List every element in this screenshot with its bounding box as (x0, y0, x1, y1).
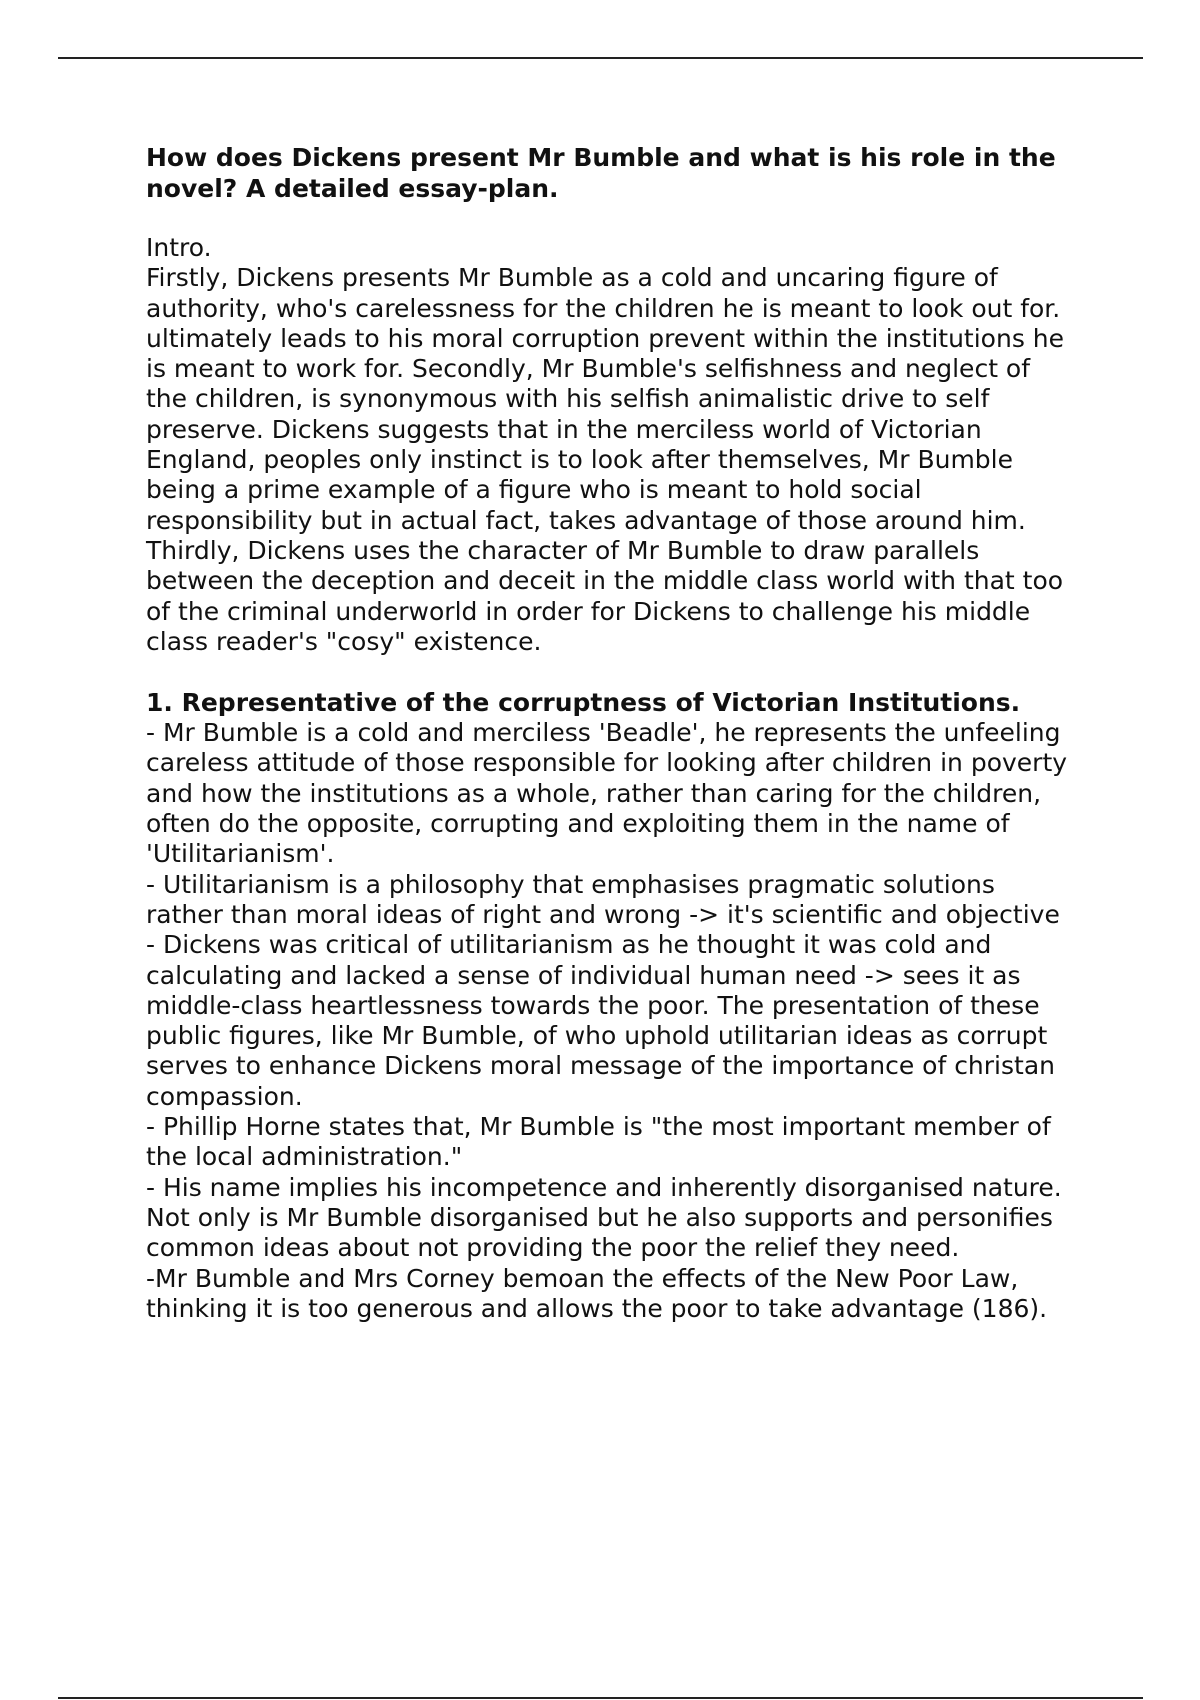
intro-paragraph: Firstly, Dickens presents Mr Bumble as a cold and uncaring figure of authority, who's carelessness for the children he is meant to look out for. ultimately leads to his moral corruption prevent within the institutions he is meant to work for. Secondly, Mr Bumble's selfishness and neglect of the children, is synonymous with his selfish animalistic drive to self preserve. Dickens suggests that in the merciless world of Victorian England, peoples only instinct is to look after themselves, Mr Bumble being a prime example of a figure who is meant to hold social responsibility but in actual fact, takes advantage of those around him. Thirdly, Dickens uses the character of Mr Bumble to draw parallels between the deception and deceit in the middle class world with that too of the criminal underworld in order for Dickens to challenge his middle class reader's "cosy" existence. (146, 263, 1065, 656)
page-bottom-rule (58, 1697, 1143, 1699)
section-1-paragraph: - Phillip Horne states that, Mr Bumble is "the most important member of the local administration." (146, 1112, 1051, 1172)
spacer (146, 657, 1076, 687)
section-1-paragraph: - Dickens was critical of utilitarianism as he thought it was cold and calculating and lacked a sense of individual human need -> sees it as middle-class heartlessness towards the poor. The presentation of these public figures, like Mr Bumble, of who uphold utilitarian ideas as corrupt serves to enhance Dickens moral message of the importance of christan compassion. (146, 930, 1055, 1111)
page-top-rule (58, 57, 1143, 59)
intro-label: Intro. (146, 233, 212, 262)
section-1-paragraph: - Utilitarianism is a philosophy that emphasises pragmatic solutions rather than moral ideas of right and wrong -> it's scientific and objective (146, 869, 1060, 929)
section-1-heading: 1. Representative of the corruptness of Victorian Institutions. (146, 688, 1021, 718)
spacer (146, 204, 1076, 233)
section-1-paragraph: - His name implies his incompetence and inherently disorganised nature. (146, 1172, 1062, 1202)
essay-title: How does Dickens present Mr Bumble and what is his role in the novel? A detailed essay-plan. (146, 143, 1056, 203)
section-1-paragraph: - Mr Bumble is a cold and merciless 'Beadle', he represents the unfeeling careless attitude of those responsible for looking after children in poverty and how the institutions as a whole, rather than caring for the children, often do the opposite, corrupting and exploiting them in the name of 'Utilitarianism'. (146, 718, 1068, 869)
document-body (146, 142, 1076, 1324)
section-1-paragraph: -Mr Bumble and Mrs Corney bemoan the effects of the New Poor Law, thinking it is too generous and allows the poor to take advantage (186). (146, 1263, 1048, 1323)
section-1-paragraph: Not only is Mr Bumble disorganised but he also supports and personifies common ideas about not providing the poor the relief they need. (146, 1202, 1053, 1263)
